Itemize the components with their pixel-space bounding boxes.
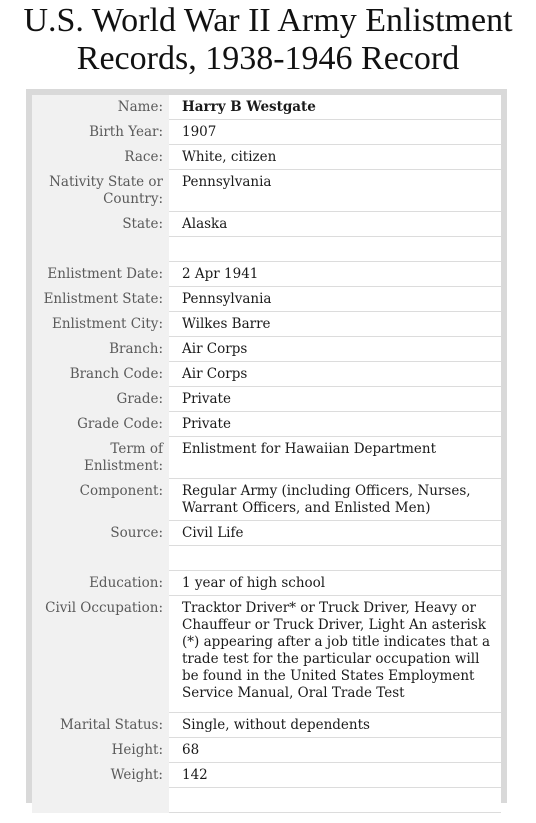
grade-code-label: Grade Code: bbox=[32, 412, 169, 437]
row-grade-code bbox=[32, 412, 501, 437]
name-label: Name: bbox=[32, 95, 169, 120]
record-title-line-2: Records, 1938-1946 Record bbox=[76, 40, 460, 77]
row-enlistment-city bbox=[32, 312, 501, 337]
blank-label-3 bbox=[32, 788, 169, 813]
row-marital-status bbox=[32, 713, 501, 738]
row-branch-code bbox=[32, 362, 501, 387]
height-value: 68 bbox=[169, 738, 501, 763]
nativity-value: Pennsylvania bbox=[169, 170, 501, 212]
enlistment-city-value: Wilkes Barre bbox=[169, 312, 501, 337]
enlistment-date-value: 2 Apr 1941 bbox=[169, 262, 501, 287]
enlistment-date-label: Enlistment Date: bbox=[32, 262, 169, 287]
row-blank-2 bbox=[32, 546, 501, 571]
row-term-of-enlistment bbox=[32, 437, 501, 479]
source-label: Source: bbox=[32, 521, 169, 546]
name-value: Harry B Westgate bbox=[169, 95, 501, 120]
record-table bbox=[32, 95, 501, 813]
blank-value-3 bbox=[169, 788, 501, 813]
row-blank-3 bbox=[32, 788, 501, 813]
branch-value: Air Corps bbox=[169, 337, 501, 362]
weight-value: 142 bbox=[169, 763, 501, 788]
weight-label: Weight: bbox=[32, 763, 169, 788]
enlistment-state-value: Pennsylvania bbox=[169, 287, 501, 312]
civil-occupation-label: Civil Occupation: bbox=[32, 596, 169, 713]
blank-value-1 bbox=[169, 237, 501, 262]
row-enlistment-state bbox=[32, 287, 501, 312]
row-branch bbox=[32, 337, 501, 362]
enlistment-city-label: Enlistment City: bbox=[32, 312, 169, 337]
race-label: Race: bbox=[32, 145, 169, 170]
component-label: Component: bbox=[32, 479, 169, 521]
height-label: Height: bbox=[32, 738, 169, 763]
branch-code-value: Air Corps bbox=[169, 362, 501, 387]
component-value: Regular Army (including Officers, Nurses, Warrant Officers, and Enlisted Men) bbox=[169, 479, 501, 521]
record-sheet bbox=[32, 95, 501, 797]
birth-year-label: Birth Year: bbox=[32, 120, 169, 145]
blank-label-2 bbox=[32, 546, 169, 571]
record-title-line-1: U.S. World War II Army Enlistment bbox=[23, 2, 513, 39]
grade-code-value: Private bbox=[169, 412, 501, 437]
blank-value-2 bbox=[169, 546, 501, 571]
state-value: Alaska bbox=[169, 212, 501, 237]
row-enlistment-date bbox=[32, 262, 501, 287]
row-name bbox=[32, 95, 501, 120]
row-civil-occupation bbox=[32, 596, 501, 713]
education-value: 1 year of high school bbox=[169, 571, 501, 596]
race-value: White, citizen bbox=[169, 145, 501, 170]
row-education bbox=[32, 571, 501, 596]
row-race bbox=[32, 145, 501, 170]
row-blank-1 bbox=[32, 237, 501, 262]
branch-label: Branch: bbox=[32, 337, 169, 362]
term-of-enlistment-label: Term of Enlistment: bbox=[32, 437, 169, 479]
row-height bbox=[32, 738, 501, 763]
record-frame bbox=[26, 89, 507, 803]
row-state bbox=[32, 212, 501, 237]
branch-code-label: Branch Code: bbox=[32, 362, 169, 387]
enlistment-state-label: Enlistment State: bbox=[32, 287, 169, 312]
civil-occupation-value: Tracktor Driver* or Truck Driver, Heavy or Chauffeur or Truck Driver, Light An asterisk (*) appearing after a job title indicates that a trade test for the particular occupation will be found in the United States Employment Service Manual, Oral Trade Test bbox=[169, 596, 501, 713]
nativity-label: Nativity State or Country: bbox=[32, 170, 169, 212]
row-weight bbox=[32, 763, 501, 788]
education-label: Education: bbox=[32, 571, 169, 596]
grade-value: Private bbox=[169, 387, 501, 412]
term-of-enlistment-value: Enlistment for Hawaiian Department bbox=[169, 437, 501, 479]
state-label: State: bbox=[32, 212, 169, 237]
row-birth-year bbox=[32, 120, 501, 145]
blank-label-1 bbox=[32, 237, 169, 262]
birth-year-value: 1907 bbox=[169, 120, 501, 145]
marital-status-label: Marital Status: bbox=[32, 713, 169, 738]
row-grade bbox=[32, 387, 501, 412]
record-title bbox=[0, 0, 536, 78]
source-value: Civil Life bbox=[169, 521, 501, 546]
marital-status-value: Single, without dependents bbox=[169, 713, 501, 738]
grade-label: Grade: bbox=[32, 387, 169, 412]
row-nativity bbox=[32, 170, 501, 212]
row-component bbox=[32, 479, 501, 521]
row-source bbox=[32, 521, 501, 546]
